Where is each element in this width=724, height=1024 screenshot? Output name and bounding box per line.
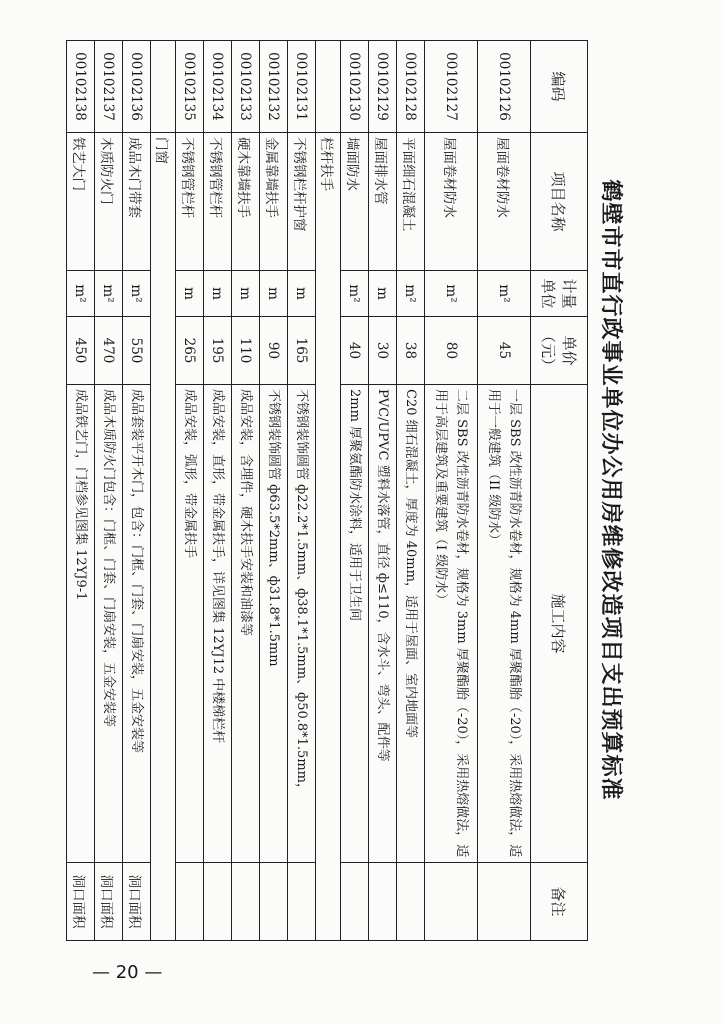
cell-price: 165 xyxy=(288,317,316,385)
cell-code: 00102131 xyxy=(288,41,316,133)
cell-unit: m xyxy=(369,271,397,317)
cell-code: 00102135 xyxy=(176,41,204,133)
cell-price: 45 xyxy=(478,317,531,385)
cell-code: 00102128 xyxy=(397,41,425,133)
cell-note xyxy=(341,863,369,941)
cell-price: 195 xyxy=(204,317,232,385)
cell-unit: m² xyxy=(123,271,151,317)
cell-content: 二层 SBS 改性沥青防水卷材，规格为 3mm 厚聚酯胎（-20），采用热熔做法，适用于高层建筑及重要建筑（I 级防水） xyxy=(425,385,478,863)
rotated-table-block xyxy=(70,40,628,940)
cell-code: 00102132 xyxy=(260,41,288,133)
cell-note xyxy=(232,863,260,941)
cell-unit: m² xyxy=(67,271,95,317)
cell-unit: m xyxy=(176,271,204,317)
cell-code: 00102129 xyxy=(369,41,397,133)
cell-content: 成品安装，直形，带金属扶手，详见图集 12YJ12 中楼梯栏杆 xyxy=(204,385,232,863)
budget-standard-table xyxy=(66,40,588,941)
cell-code: 00102133 xyxy=(232,41,260,133)
cell-content: 成品套装平开木门，包含：门框、门套、门扇安装，五金安装等 xyxy=(123,385,151,863)
cell-price: 450 xyxy=(67,317,95,385)
section-row-door xyxy=(151,41,176,941)
cell-unit: m² xyxy=(478,271,531,317)
table-row xyxy=(369,41,397,941)
cell-unit: m² xyxy=(95,271,123,317)
cell-name: 成品木门带套 xyxy=(123,133,151,271)
cell-price: 550 xyxy=(123,317,151,385)
section-row-railing xyxy=(316,41,341,941)
cell-code: 00102137 xyxy=(95,41,123,133)
cell-content: 成品安装，弧形，带金属扶手 xyxy=(176,385,204,863)
cell-price: 265 xyxy=(176,317,204,385)
header-content: 施工内容 xyxy=(531,385,588,863)
cell-note xyxy=(204,863,232,941)
cell-note xyxy=(260,863,288,941)
cell-price: 80 xyxy=(425,317,478,385)
table-row xyxy=(176,41,204,941)
cell-price: 90 xyxy=(260,317,288,385)
cell-name: 硬木靠墙扶手 xyxy=(232,133,260,271)
cell-note: 洞口面积 xyxy=(67,863,95,941)
cell-name: 屋面排水管 xyxy=(369,133,397,271)
header-note: 备注 xyxy=(531,863,588,941)
header-price: 单价（元） xyxy=(531,317,588,385)
cell-content: 成品木质防火门包含：门框、门套、门扇安装，五金安装等 xyxy=(95,385,123,863)
cell-code: 00102134 xyxy=(204,41,232,133)
table-row xyxy=(478,41,531,941)
cell-unit: m xyxy=(204,271,232,317)
cell-unit: m² xyxy=(425,271,478,317)
cell-unit: m xyxy=(260,271,288,317)
table-row xyxy=(341,41,369,941)
cell-note: 洞口面积 xyxy=(123,863,151,941)
page-number: — 20 — xyxy=(92,962,163,983)
cell-note: 洞口面积 xyxy=(95,863,123,941)
cell-name: 铁艺大门 xyxy=(67,133,95,271)
section-title-door: 门窗 xyxy=(151,133,176,941)
cell-note xyxy=(425,863,478,941)
cell-content: 2mm 厚聚氨酯防水涂料，适用于卫生间 xyxy=(341,385,369,863)
header-code: 编码 xyxy=(531,41,588,133)
cell-content: PVC/UPVC 塑料水落管，直径 ф≤110，含水斗、弯头、配件等 xyxy=(369,385,397,863)
cell-content: 不锈钢装饰圆管 ф63.5*2mm、ф31.8*1.5mm xyxy=(260,385,288,863)
cell-code: 00102136 xyxy=(123,41,151,133)
cell-code: 00102126 xyxy=(478,41,531,133)
document-title: 鹤壁市市直行政事业单位办公用房维修改造项目支出预算标准 xyxy=(598,179,624,801)
cell-name: 不锈钢管栏杆 xyxy=(204,133,232,271)
cell-name: 不锈钢管栏杆 xyxy=(176,133,204,271)
table-row xyxy=(397,41,425,941)
cell-name: 墙面防水 xyxy=(341,133,369,271)
section-title-railing: 栏杆扶手 xyxy=(316,133,341,941)
section-code-blank xyxy=(316,41,341,133)
cell-content: 不锈钢装饰圆管 ф22.2*1.5mm、ф38.1*1.5mm、ф50.8*1.5mm， xyxy=(288,385,316,863)
table-row xyxy=(204,41,232,941)
cell-price: 38 xyxy=(397,317,425,385)
cell-price: 30 xyxy=(369,317,397,385)
table-row xyxy=(123,41,151,941)
cell-content: 一层 SBS 改性沥青防水卷材，规格为 4mm 厚聚酯胎（-20），采用热熔做法，适用于一般建筑（II 级防水） xyxy=(478,385,531,863)
cell-content: C20 细石混凝土，厚度为 40mm，适用于屋面、室内地面等 xyxy=(397,385,425,863)
table-row xyxy=(95,41,123,941)
cell-note xyxy=(397,863,425,941)
table-header-row xyxy=(531,41,588,941)
cell-code: 00102130 xyxy=(341,41,369,133)
cell-content: 成品铁艺门，门档参见图集 12YJ9-1 xyxy=(67,385,95,863)
cell-name: 金属靠墙扶手 xyxy=(260,133,288,271)
cell-price: 110 xyxy=(232,317,260,385)
cell-unit: m² xyxy=(397,271,425,317)
cell-name: 不锈钢栏杆护窗 xyxy=(288,133,316,271)
cell-name: 木质防火门 xyxy=(95,133,123,271)
cell-content: 成品安装，含埋件，硬木扶手安装和油漆等 xyxy=(232,385,260,863)
section-code-blank xyxy=(151,41,176,133)
cell-note xyxy=(369,863,397,941)
header-unit: 计量单位 xyxy=(531,271,588,317)
cell-note xyxy=(288,863,316,941)
cell-code: 00102127 xyxy=(425,41,478,133)
table-row xyxy=(260,41,288,941)
cell-code: 00102138 xyxy=(67,41,95,133)
cell-name: 平面细石混凝土 xyxy=(397,133,425,271)
header-name: 项目名称 xyxy=(531,133,588,271)
cell-price: 40 xyxy=(341,317,369,385)
cell-note xyxy=(478,863,531,941)
cell-price: 470 xyxy=(95,317,123,385)
table-row xyxy=(425,41,478,941)
cell-note xyxy=(176,863,204,941)
cell-unit: m xyxy=(288,271,316,317)
cell-name: 屋面卷材防水 xyxy=(425,133,478,271)
table-row xyxy=(67,41,95,941)
cell-name: 屋面卷材防水 xyxy=(478,133,531,271)
cell-unit: m² xyxy=(341,271,369,317)
table-row xyxy=(232,41,260,941)
cell-unit: m xyxy=(232,271,260,317)
table-row xyxy=(288,41,316,941)
